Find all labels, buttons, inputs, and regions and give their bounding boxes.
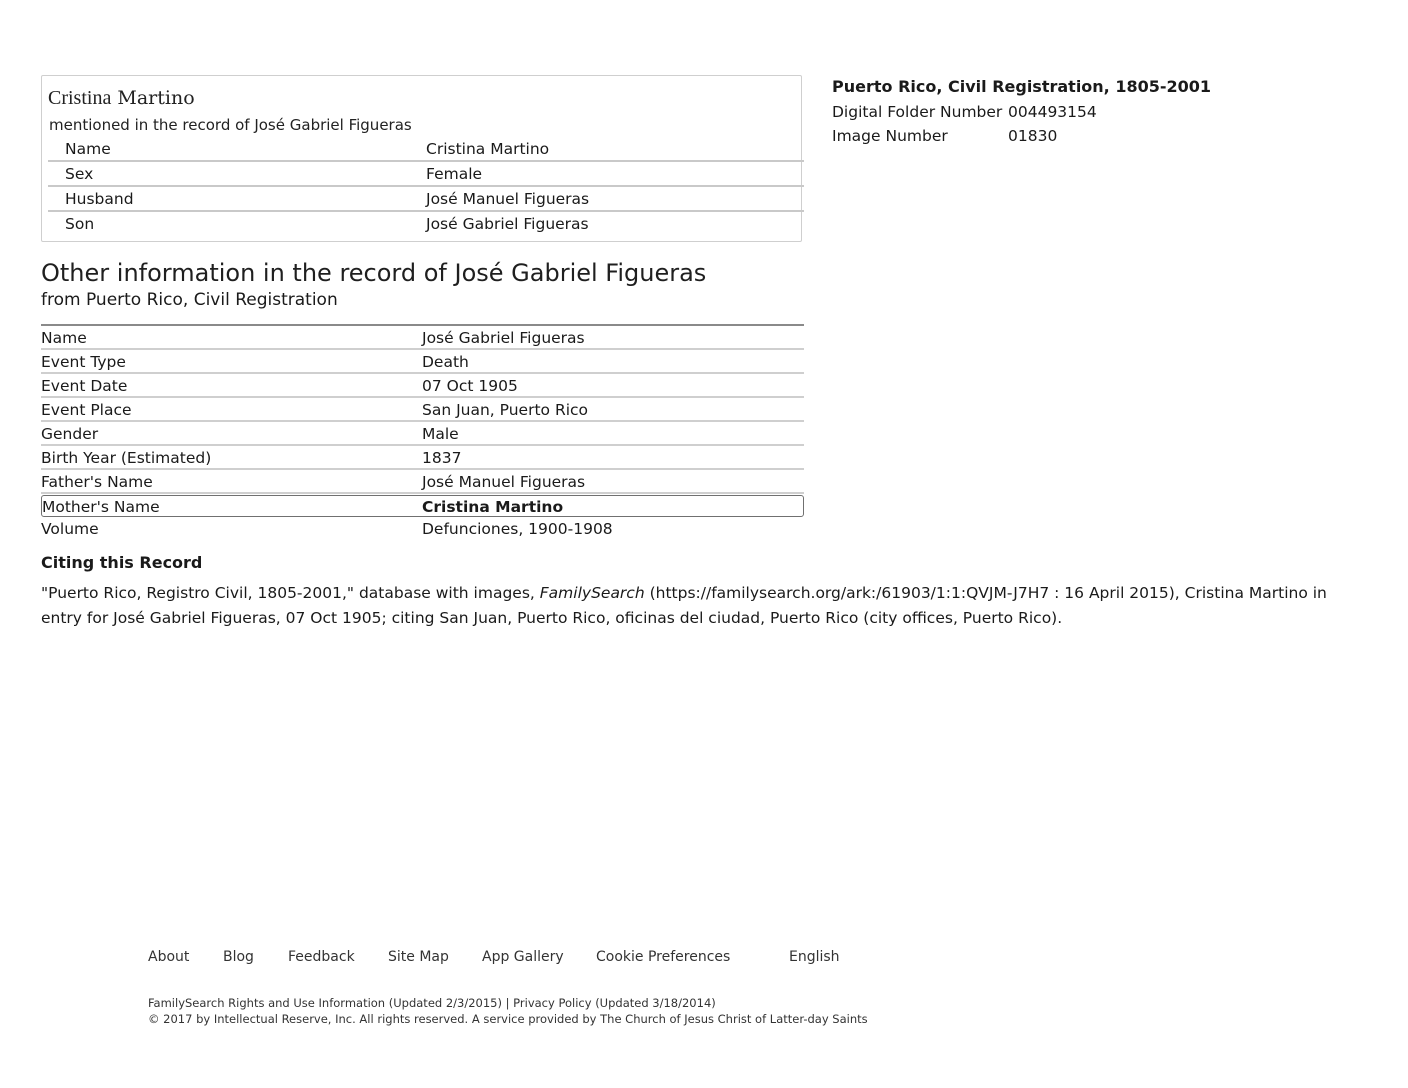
footer-link-about[interactable]: About bbox=[148, 949, 190, 965]
row-label: Name bbox=[65, 140, 111, 158]
row-label: Gender bbox=[41, 425, 99, 443]
other-info-subheading: from Puerto Rico, Civil Registration bbox=[41, 290, 338, 310]
row-label: Event Date bbox=[41, 377, 128, 395]
row-value: Death bbox=[422, 353, 469, 371]
row-value: 1837 bbox=[422, 449, 462, 467]
row-value[interactable]: José Gabriel Figueras bbox=[426, 215, 589, 233]
person-card bbox=[41, 75, 802, 242]
row-label: Sex bbox=[65, 165, 94, 183]
row-label: Image Number bbox=[832, 127, 948, 145]
person-details-table bbox=[48, 137, 804, 235]
citation-site: FamilySearch bbox=[539, 584, 645, 602]
row-value: Cristina Martino bbox=[426, 140, 550, 158]
person-row-husband[interactable] bbox=[48, 187, 804, 212]
footer-link-cookie-preferences[interactable]: Cookie Preferences bbox=[596, 949, 731, 965]
source-info bbox=[832, 77, 1252, 149]
row-value: San Juan, Puerto Rico bbox=[422, 401, 589, 419]
other-info-table bbox=[41, 324, 804, 539]
other-info-heading: Other information in the record of José Gabriel Figueras bbox=[41, 259, 707, 287]
language-selector[interactable]: English bbox=[789, 949, 840, 965]
mentioned-in-record: mentioned in the record of José Gabriel Figueras bbox=[49, 116, 412, 134]
table-row bbox=[41, 374, 804, 398]
table-row bbox=[41, 350, 804, 374]
footer-link-sitemap[interactable]: Site Map bbox=[388, 949, 449, 965]
row-label: Event Type bbox=[41, 353, 126, 371]
row-label: Name bbox=[41, 329, 87, 347]
row-value: Defunciones, 1900-1908 bbox=[422, 520, 613, 538]
source-row-image bbox=[832, 125, 1252, 149]
row-label: Son bbox=[65, 215, 95, 233]
footer-link-blog[interactable]: Blog bbox=[223, 949, 254, 965]
person-name bbox=[48, 87, 195, 110]
footer-separator: | bbox=[501, 996, 514, 1010]
privacy-link[interactable]: Privacy Policy (Updated 3/18/2014) bbox=[513, 996, 716, 1010]
row-value: 01830 bbox=[1008, 127, 1058, 145]
row-label: Event Place bbox=[41, 401, 132, 419]
row-value: José Manuel Figueras bbox=[422, 473, 586, 491]
person-row-sex bbox=[48, 162, 804, 187]
row-value: José Gabriel Figueras bbox=[422, 329, 585, 347]
source-title[interactable]: Puerto Rico, Civil Registration, 1805-2001 bbox=[832, 77, 1212, 96]
rights-link[interactable]: FamilySearch Rights and Use Information (Updated 2/3/2015) bbox=[148, 996, 502, 1010]
row-label: Husband bbox=[65, 190, 134, 208]
copyright: © 2017 by Intellectual Reserve, Inc. All rights reserved. A service provided by The Church of Jesus Christ of Latter-day Saints bbox=[148, 1011, 868, 1026]
person-first-name: Cristina bbox=[48, 87, 112, 109]
table-row bbox=[41, 446, 804, 470]
row-value: 004493154 bbox=[1008, 103, 1097, 121]
person-row-name bbox=[48, 137, 804, 162]
person-row-son[interactable] bbox=[48, 212, 804, 235]
footer-legal-line bbox=[148, 996, 868, 1012]
citation-suffix: (https://familysearch.org/ark:/61903/1:1:QVJM-J7H7 : 16 April 2015), Cristina Martino in entry for José Gabriel Figueras, 07 Oct 1905; citing San Juan, Puerto Rico, oficinas del ciudad, Puerto Rico (city offices, Puerto Rico). bbox=[41, 584, 1327, 627]
row-label: Volume bbox=[41, 520, 99, 538]
row-label: Birth Year (Estimated) bbox=[41, 449, 212, 467]
table-row[interactable] bbox=[41, 470, 804, 494]
row-label: Mother's Name bbox=[42, 498, 160, 516]
row-value: Cristina Martino bbox=[422, 498, 564, 516]
table-row bbox=[41, 422, 804, 446]
footer-legal bbox=[148, 996, 868, 1027]
row-value: Female bbox=[426, 165, 483, 183]
person-last-name: Martino bbox=[117, 87, 195, 109]
row-value[interactable]: José Manuel Figueras bbox=[426, 190, 590, 208]
row-value: 07 Oct 1905 bbox=[422, 377, 518, 395]
source-row-folder bbox=[832, 101, 1252, 125]
citation-title: Citing this Record bbox=[41, 553, 203, 572]
table-row[interactable] bbox=[41, 326, 804, 350]
citation-text bbox=[41, 581, 1341, 631]
footer-link-app-gallery[interactable]: App Gallery bbox=[482, 949, 564, 965]
row-label: Digital Folder Number bbox=[832, 103, 1003, 121]
citation-prefix: "Puerto Rico, Registro Civil, 1805-2001," database with images, bbox=[41, 584, 540, 602]
footer-link-feedback[interactable]: Feedback bbox=[288, 949, 355, 965]
row-label: Father's Name bbox=[41, 473, 153, 491]
table-row bbox=[41, 517, 804, 539]
table-row bbox=[41, 398, 804, 422]
row-value: Male bbox=[422, 425, 459, 443]
table-row-highlighted bbox=[41, 495, 804, 517]
